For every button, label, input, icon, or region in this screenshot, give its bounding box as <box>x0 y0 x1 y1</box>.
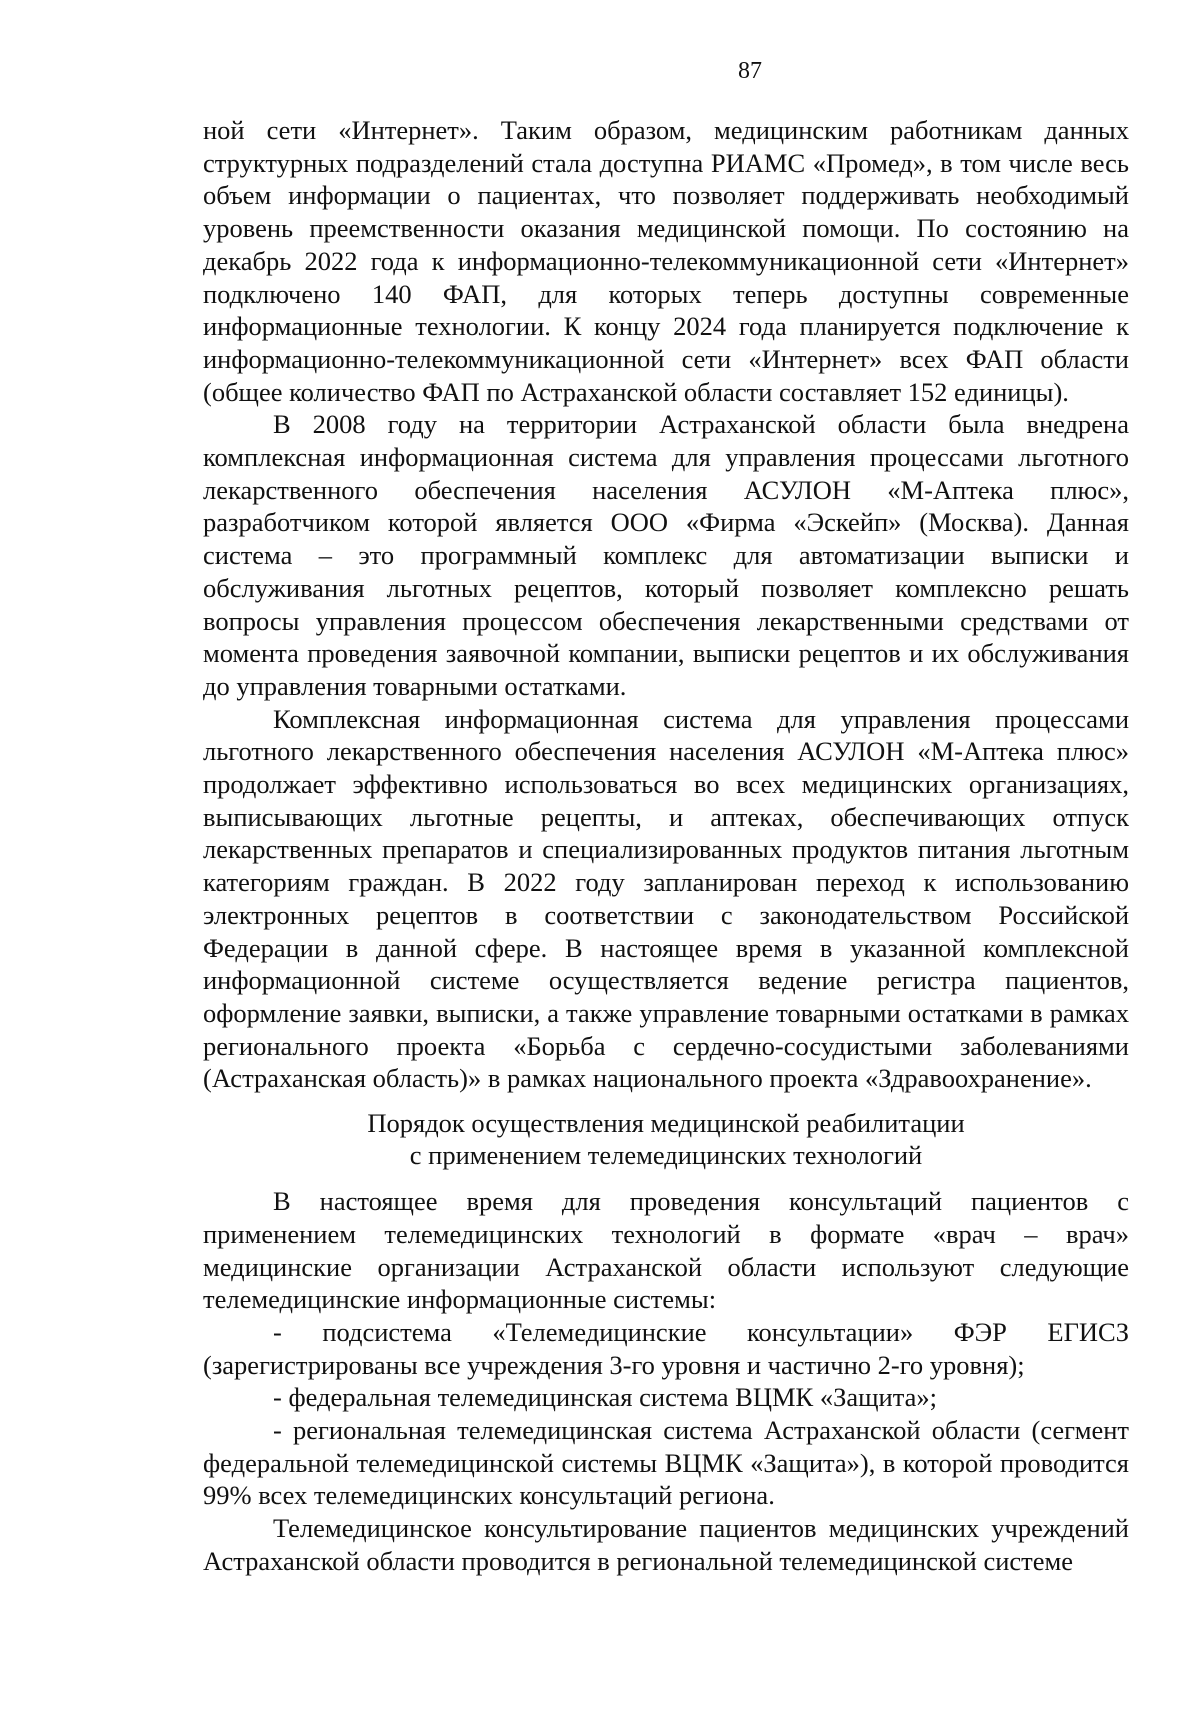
list-item-vcmk-federal: - федеральная телемедицинская система ВЦМК «Защита»; <box>273 1382 937 1413</box>
section-heading-line-1: Порядок осуществления медицинской реабилитации <box>367 1108 965 1139</box>
page-number-text: 87 <box>738 58 762 84</box>
list-item-ferr-egisz: - подсистема «Телемедицинские консультации» ФЭР ЕГИСЗ (зарегистрированы все учреждения 3-го уровня и частично 2-го уровня); <box>203 1316 1129 1380</box>
list-item-regional-system: - региональная телемедицинская система Астраханской области (сегмент федеральной телемедицинской системы ВЦМК «Защита»), в которой проводится 99% всех телемедицинских консультаций региона. <box>203 1415 1129 1511</box>
document-body <box>203 114 1129 1578</box>
paragraph-continuation: ной сети «Интернет». Таким образом, медицинским работникам данных структурных подразделений стала доступна РИАМС «Промед», в том числе весь объем информации о пациентах, что позволяет поддерживать необходимый уровень преемственности оказания медицинской помощи. По состоянию на декабрь 2022 года к информационно-телекоммуникационной сети «Интернет» подключено 140 ФАП, для которых теперь доступны современные информационные технологии. К концу 2024 года планируется подключение к информационно-телекоммуникационной сети «Интернет» всех ФАП области (общее количество ФАП по Астраханской области составляет 152 единицы). <box>203 115 1129 407</box>
paragraph-telemedicine-consulting: Телемедицинское консультирование пациентов медицинских учреждений Астраханской области проводится в региональной телемедицинской системе <box>203 1513 1129 1576</box>
paragraph-asulon-intro: В 2008 году на территории Астраханской области была внедрена комплексная информационная система для управления процессами льготного лекарственного обеспечения населения АСУЛОН «М-Аптека плюс», разработчиком которой является ООО «Фирма «Эскейп» (Москва). Данная система – это программный комплекс для автоматизации выписки и обслуживания льготных рецептов, который позволяет комплексно решать вопросы управления процессом обеспечения лекарственными средствами от момента проведения заявочной компании, выписки рецептов и их обслуживания до управления товарными остатками. <box>203 409 1129 701</box>
paragraph-asulon-usage: Комплексная информационная система для управления процессами льготного лекарственного обеспечения населения АСУЛОН «М-Аптека плюс» продолжает эффективно использоваться во всех медицинских организациях, выписывающих льготные рецепты, и аптеках, обеспечивающих отпуск лекарственных препаратов и специализированных продуктов питания льготным категориям граждан. В 2022 году запланирован переход к использованию электронных рецептов в соответствии с законодательством Российской Федерации в данной сфере. В настоящее время в указанной комплексной информационной системе осуществляется ведение регистра пациентов, оформление заявки, выписки, а также управление товарными остатками в рамках регионального проекта «Борьба с сердечно-сосудистыми заболеваниями (Астраханская область)» в рамках национального проекта «Здравоохранение». <box>203 703 1129 1094</box>
section-heading-line-2: с применением телемедицинских технологий <box>409 1140 923 1171</box>
section-heading <box>203 1107 1129 1171</box>
paragraph-telemedicine-systems: В настоящее время для проведения консультаций пациентов с применением телемедицинских технологий в формате «врач – врач» медицинские организации Астраханской области используют следующие телемедицинские информационные системы: <box>203 1186 1129 1315</box>
